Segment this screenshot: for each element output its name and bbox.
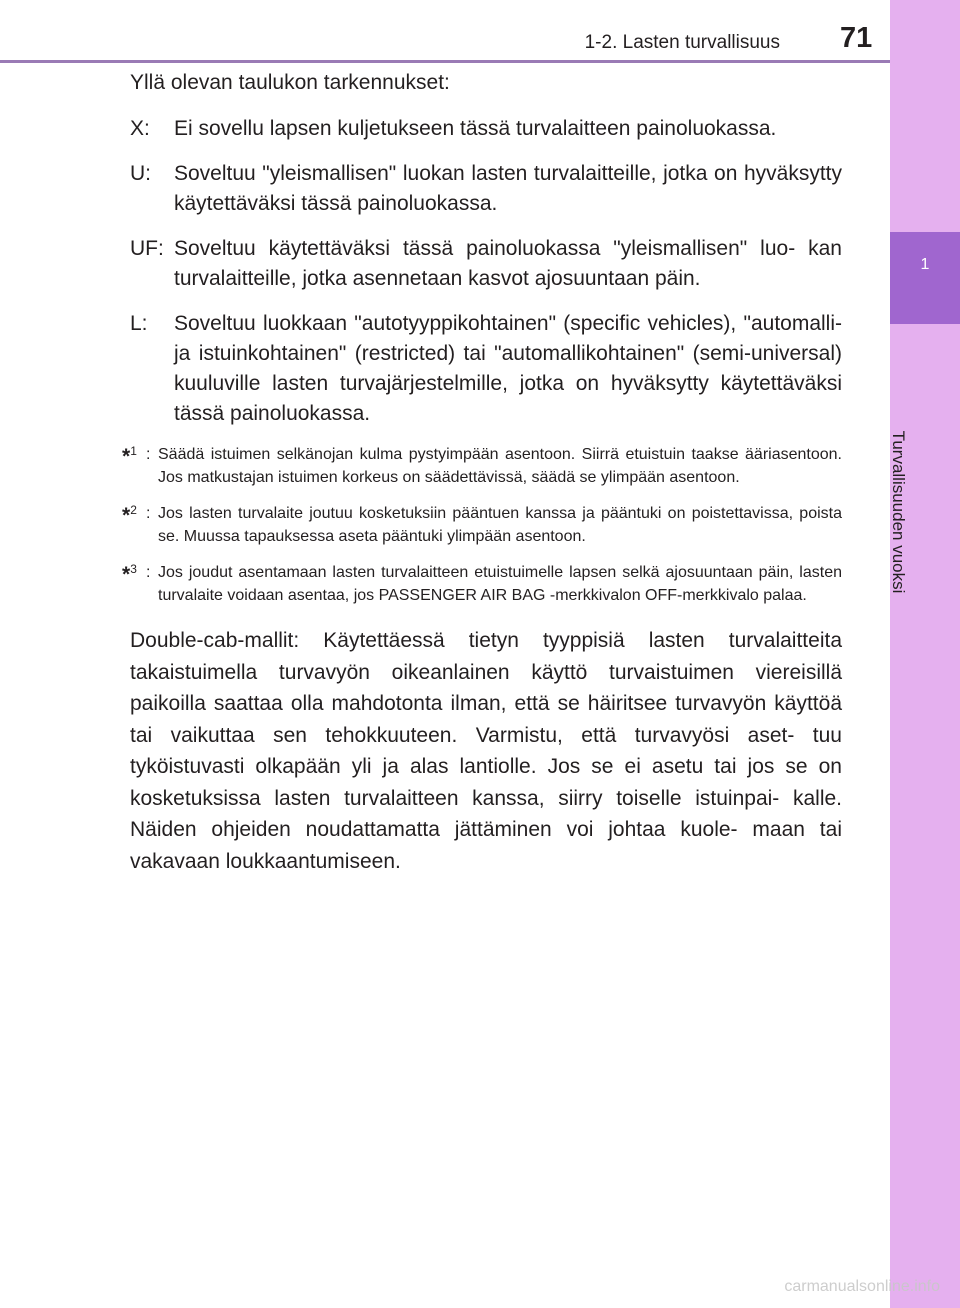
section-title: 1-2. Lasten turvallisuus bbox=[584, 32, 780, 53]
definition-key: UF: bbox=[130, 237, 164, 260]
definition-key: X: bbox=[130, 117, 150, 140]
definition-key: U: bbox=[130, 162, 151, 185]
definition-text: Soveltuu luokkaan "autotyyppikohtainen" (specific vehicles), "automalli- ja istuinkohtainen" (restricted) tai "automallikohtainen" (semi-universal) kuuluville lasten turvajärjestelmille, jotka on hyväksytty käytettäväksi tässä painoluokassa. bbox=[174, 312, 842, 425]
header-divider bbox=[0, 60, 890, 63]
footnote: *$^1$ : Säädä istuimen selkänojan kulma pystyimpään asentoon. Siirrä etuistuin taakse ääriasentoon. Jos matkustajan istuimen korkeus on säädettävissä, säädä se ylimpään asentoon. bbox=[130, 444, 842, 489]
footnote-marker: *$^3$ bbox=[122, 562, 137, 586]
footnote-text: Jos lasten turvalaite joutuu kosketuksiin pääntuen kanssa ja pääntuki on poistettavissa, poista se. Muussa tapauksessa aseta pääntuki ylimpään asentoon. bbox=[158, 505, 842, 545]
footnote: *$^2$ : Jos lasten turvalaite joutuu kosketuksiin pääntuen kanssa ja pääntuki on poistettavissa, poista se. Muussa tapauksessa aseta pääntuki ylimpään asentoon. bbox=[130, 503, 842, 548]
page-content bbox=[122, 68, 842, 877]
watermark-text: carmanualsonline.info bbox=[784, 1278, 940, 1295]
chapter-tab-marker bbox=[890, 232, 960, 324]
footnote: *$^3$ : Jos joudut asentamaan lasten turvalaitteen etuistuimelle lapsen selkä ajosuuntaan päin, lasten turvalaite voidaan asentaa, jos PASSENGER AIR BAG -merkkivalon OFF-merkkivalo palaa. bbox=[130, 562, 842, 607]
definition-item bbox=[130, 309, 842, 429]
definition-text: Soveltuu "yleismallisen" luokan lasten turvalaitteille, jotka on hyväksytty käytettäväksi tässä painoluokassa. bbox=[174, 162, 842, 215]
definition-item bbox=[130, 234, 842, 294]
intro-text: Yllä olevan taulukon tarkennukset: bbox=[130, 71, 450, 94]
definition-item bbox=[130, 159, 842, 219]
footnote-text: Jos joudut asentamaan lasten turvalaitteen etuistuimelle lapsen selkä ajosuuntaan päin, lasten turvalaite voidaan asentaa, jos PASSENGER AIR BAG -merkkivalon OFF-merkkivalo palaa. bbox=[158, 564, 842, 604]
definition-key: L: bbox=[130, 312, 148, 335]
footnote-marker: *$^2$ bbox=[122, 503, 137, 527]
footnote-marker: *$^1$ bbox=[122, 444, 137, 468]
chapter-side-tab bbox=[890, 0, 960, 1308]
chapter-number: 1 bbox=[920, 256, 930, 273]
chapter-title: Turvallisuuden vuoksi bbox=[889, 430, 908, 594]
page-number: 71 bbox=[840, 22, 873, 54]
footnote-text: Säädä istuimen selkänojan kulma pystyimpään asentoon. Siirrä etuistuin taakse ääriasentoon. Jos matkustajan istuimen korkeus on säädettävissä, säädä se ylimpään asentoon. bbox=[158, 446, 842, 486]
definition-text: Ei sovellu lapsen kuljetukseen tässä turvalaitteen painoluokassa. bbox=[174, 117, 777, 140]
double-cab-paragraph: Double-cab-mallit: Käytettäessä tietyn tyyppisiä lasten turvalaitteita takaistuimella turvavyön oikeanlainen käyttö turvaistuimen viereisillä paikoilla saattaa olla mahdotonta ilman, että se häiritsee turvavyön käyttöä tai vaikuttaa sen tehokkuuteen. Varmistu, että turvavyösi aset- tuu tyköistuvasti olkapään yli ja alas lantiolle. Jos se ei asetu tai jos se on kosketuksissa lasten turvalaitteen kanssa, siirry toiselle istuinpai- kalle. Näiden ohjeiden noudattamatta jättäminen voi johtaa kuole- maan tai vakavaan loukkaantumiseen. bbox=[130, 629, 842, 873]
definition-text: Soveltuu käytettäväksi tässä painoluokassa "yleismallisen" luo- kan turvalaitteille, jotka asennetaan kasvot ajosuuntaan päin. bbox=[174, 237, 842, 290]
definition-item bbox=[130, 114, 842, 144]
